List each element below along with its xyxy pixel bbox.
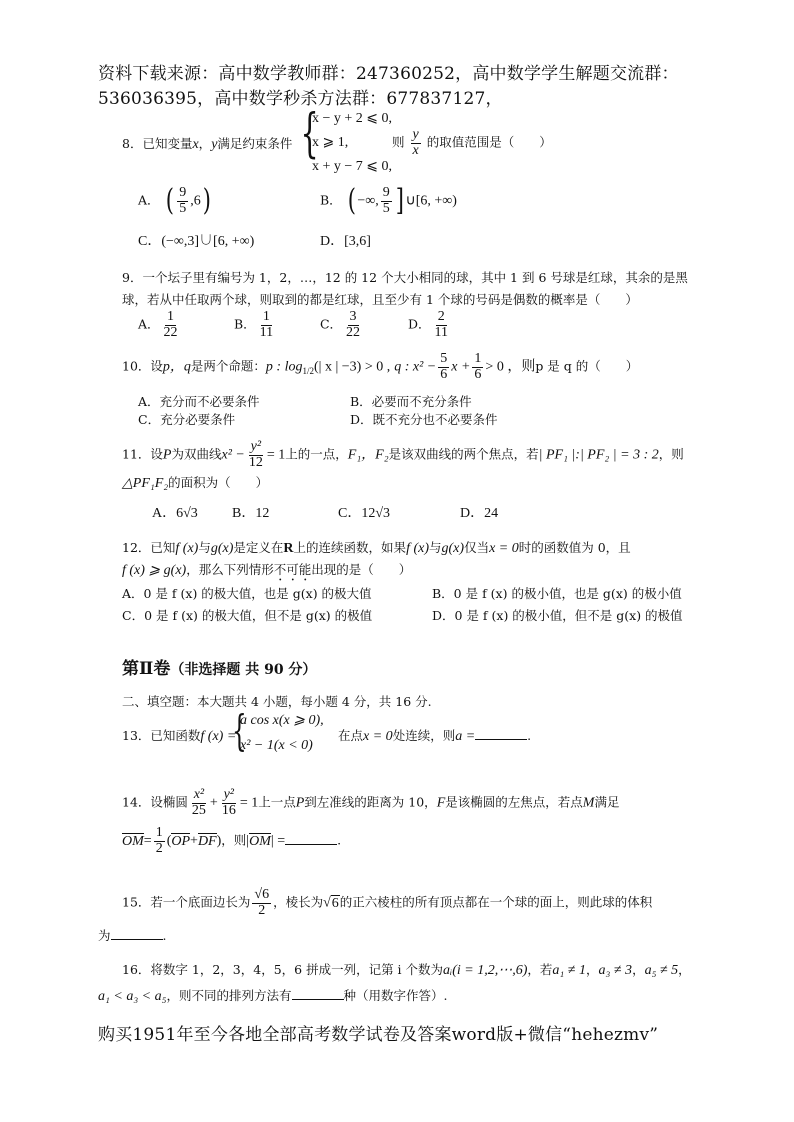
- q11-line-2-rest: 的面积为（ ）: [168, 475, 269, 490]
- q10-frac-1-den: 6: [440, 366, 448, 382]
- q9-opt-d-den: 11: [434, 324, 448, 340]
- q13-x0: x = 0: [363, 729, 393, 744]
- q10-option-a: A．充分而不必要条件: [138, 394, 260, 409]
- q10-option-d: D．既不充分也不必要条件: [350, 412, 498, 427]
- q8-fraction: [411, 128, 421, 158]
- q13-case-1: a cos x(x ⩾ 0),: [240, 713, 324, 728]
- q10-pq: p，q: [162, 359, 191, 375]
- q8-opt-a-den: 5: [179, 200, 187, 216]
- q8-var-y: y: [211, 137, 218, 152]
- banner-line-1: 资料下载来源：高中数学教师群：247360252，高中数学学生解题交流群：: [98, 64, 679, 84]
- q10-p-expr: p : log: [265, 359, 303, 375]
- q10-frac-2-den: 6: [474, 366, 482, 382]
- q12-l1-c: 是定义在: [233, 540, 284, 555]
- q8-opt-b-den: 5: [382, 200, 390, 216]
- q14-paren-r: ): [216, 833, 222, 849]
- q9-options: [138, 310, 452, 340]
- q9-option-b: [234, 310, 316, 340]
- q9-opt-b-frac: [258, 310, 275, 340]
- q11-eq: = 1: [266, 447, 286, 463]
- q8-brace: {: [300, 104, 319, 164]
- q11-x2: x² −: [221, 447, 245, 463]
- q9-option-d: [408, 310, 452, 340]
- q14-frac-1: [190, 788, 208, 818]
- q16-line-1: [122, 960, 691, 979]
- q16-comma-3: ，: [678, 962, 691, 977]
- q11-stem: [122, 440, 684, 470]
- q16-l1-b: ，若: [527, 962, 553, 977]
- q14-half-den: 2: [155, 840, 163, 856]
- q10-prefix: 10．设: [122, 358, 163, 374]
- q14-abs-l: |: [246, 833, 250, 849]
- q13-end: .: [527, 728, 532, 743]
- q10-q-rest: > 0 ，则: [485, 359, 536, 375]
- q11-f: F₁，F₂: [347, 447, 389, 463]
- q8-cond1: x − y + 2 ⩽ 0,: [312, 111, 393, 126]
- q16-line-2: [98, 986, 448, 1005]
- q8-frac-num: y: [412, 127, 419, 142]
- q12-fx-2: f (x): [406, 541, 429, 556]
- q9-opt-d-num: 2: [437, 309, 445, 324]
- q13-prefix-line: [122, 726, 236, 745]
- q16-seq: aᵢ(i = 1,2,⋯,6): [443, 963, 528, 978]
- q12-option-d: D．0 是 f (x) 的极小值，但不是 g(x) 的极值: [432, 608, 683, 623]
- q13-a: a =: [455, 729, 476, 744]
- q14-mid: 上一点: [258, 794, 296, 810]
- q9-opt-a-num: 1: [167, 309, 175, 324]
- q10-option-b: B．必要而不充分条件: [350, 394, 472, 409]
- q12-option-a: A．0 是 f (x) 的极大值，也是 g(x) 的极大值: [122, 586, 372, 601]
- q15-end: .: [162, 928, 167, 943]
- q15-line-1: [122, 888, 652, 918]
- q9-option-c: [320, 310, 404, 340]
- q12-l1-a: 12．已知: [122, 540, 176, 555]
- q15-sqrt6: 6: [331, 895, 339, 911]
- q8-stem: 8．已知变量x，y满足约束条件: [122, 136, 293, 152]
- q11-option-c: C．12√3: [338, 506, 391, 521]
- q12-l1-d: 上的连续函数，如果: [293, 540, 407, 555]
- q16-l1-a: 16．将数字 1，2，3，4，5，6 拼成一列，记第 i 个数为: [122, 962, 444, 977]
- q9-opt-c-den: 22: [346, 324, 361, 340]
- q11-frac-den: 12: [248, 454, 263, 470]
- q15-sqrt-sign: √: [323, 895, 331, 911]
- q14-frac-2: [220, 788, 238, 818]
- q16-c2: a₃ ≠ 3: [598, 963, 633, 978]
- q8-prefix: 8．已知变量: [122, 136, 193, 151]
- q8-opt-b-num: 9: [382, 185, 390, 200]
- q11-ratio: | PF₁ |:| PF₂ | = 3 : 2: [538, 447, 659, 463]
- q9-option-a: [138, 310, 230, 340]
- q13-case-2: x² − 1(x < 0): [240, 738, 313, 753]
- q12-option-b: B．0 是 f (x) 的极小值，也是 g(x) 的极小值: [432, 586, 682, 601]
- q8-opt-a-paren-r: ): [202, 183, 211, 219]
- q11-option-d: D．24: [460, 506, 499, 521]
- q14-abs-r: | =: [270, 833, 286, 849]
- q12-ineq: f (x) ⩾ g(x): [122, 563, 187, 578]
- q10-p-base: 1/2: [302, 366, 314, 377]
- q13-answer-blank[interactable]: [475, 727, 527, 740]
- q9-opt-c-frac: [344, 310, 362, 340]
- q15-frac-den: 2: [258, 902, 266, 918]
- q16-l2-a: ，则不同的排列方法有: [166, 988, 292, 1003]
- q16-l2-b: 种（用数字作答）.: [343, 988, 448, 1003]
- q8-opt-a-rest: ,6: [190, 193, 201, 209]
- q12-l1-b2: 与: [429, 540, 442, 555]
- banner-line-2: 536036395，高中数学秒杀方法群：677837127，: [98, 89, 503, 109]
- q9-line-1: 9．一个坛子里有编号为 1，2，…，12 的 12 个大小相同的球，其中 1 到 6 号球是红球，其余的是黑: [122, 270, 688, 285]
- q12-l1-b: 与: [198, 540, 211, 555]
- q9-opt-d-frac: [432, 310, 449, 340]
- q14-plus: +: [209, 795, 218, 811]
- q14-f: F: [436, 795, 446, 811]
- q14-p: P: [295, 795, 305, 811]
- q14-then: ，则: [221, 832, 247, 848]
- q14-vec-om-2: OM: [249, 833, 271, 849]
- q14-eq2: =: [143, 833, 152, 849]
- q10-q-tail: p 是 q 的（ ）: [535, 358, 639, 374]
- q16-answer-blank[interactable]: [292, 987, 344, 1000]
- q10-frac-2: [472, 352, 483, 382]
- q9-opt-a-frac: [162, 310, 180, 340]
- q15-mid: ，棱长为: [273, 894, 324, 910]
- q12-gx: g(x): [210, 541, 234, 556]
- q11-triangle: △PF₁F₂: [122, 476, 169, 491]
- q14-half: [154, 826, 165, 856]
- q9-opt-d-label: D．: [407, 316, 431, 332]
- q14-tail: 满足: [594, 794, 620, 810]
- q14-mid3: 是该椭圆的左焦点，若点: [445, 794, 583, 810]
- q13-brace: {: [232, 706, 247, 755]
- q15-prefix: 15．若一个底面边长为: [122, 894, 251, 910]
- q8-frac-den: x: [412, 142, 419, 158]
- q16-c1: a₁ ≠ 1: [552, 963, 586, 978]
- q8-option-c: C．(−∞,3]∪[6, +∞): [138, 234, 255, 249]
- fill-in-instructions: 二、填空题：本大题共 4 小题，每小题 4 分，共 16 分.: [122, 694, 432, 709]
- q11-prefix: 11．设: [122, 446, 163, 462]
- section-2-sub: （非选择题 共 90 分）: [170, 662, 317, 678]
- q11-mid1: 为双曲线: [171, 446, 222, 462]
- q8-opt-a-frac: [177, 186, 188, 216]
- q14-mid2: 到左准线的距离为 10，: [304, 794, 437, 810]
- q8-option-d: D．[3,6]: [320, 234, 371, 249]
- q8-then: 则: [392, 134, 405, 150]
- q10-mid: 是两个命题：: [190, 358, 266, 374]
- q14-line-1: [122, 788, 619, 818]
- q14-prefix: 14．设椭圆: [122, 794, 188, 810]
- q9-opt-b-label: B．: [233, 316, 256, 332]
- q11-frac: [247, 440, 265, 470]
- q10-option-c: C．充分必要条件: [138, 412, 236, 427]
- q12-line-2: [122, 560, 411, 584]
- q10-frac-1: [438, 352, 449, 382]
- q9-opt-c-num: 3: [349, 309, 357, 324]
- q12-emphasis: 不可能: [273, 562, 312, 577]
- q12-fx: f (x): [175, 541, 199, 556]
- q14-vec-op: OP: [171, 833, 191, 849]
- q10-stem: [122, 352, 638, 382]
- q8-opt-b-rest: ∪[6, +∞): [405, 193, 457, 209]
- q15-frac-num: √6: [254, 887, 270, 902]
- q11-p: P: [162, 447, 172, 463]
- q11-option-a: A．6√3: [152, 506, 198, 521]
- section-2-title: 第Ⅱ卷: [122, 659, 171, 679]
- q16-comma-2: ，: [632, 962, 645, 977]
- q14-frac-1-num: x²: [193, 787, 205, 802]
- q13-mid: 在点: [338, 728, 364, 743]
- q12-l1-f: 时的函数值为 0，且: [518, 540, 631, 555]
- q12-gx-2: g(x): [441, 541, 465, 556]
- q9-opt-a-den: 22: [163, 324, 178, 340]
- q14-line-2: [122, 826, 341, 856]
- q16-comma-1: ，: [585, 962, 599, 977]
- q14-half-num: 1: [155, 825, 163, 840]
- q15-frac: [252, 888, 271, 918]
- q12-l2-b: 出现的是（ ）: [311, 562, 412, 577]
- q12-line-1: [122, 538, 631, 557]
- footer-text: 购买1951年至今各地全部高考数学试卷及答案word版+微信“hehezmv”: [98, 1025, 659, 1045]
- q10-q-expr: q : x² −: [394, 359, 437, 375]
- q8-cond2: x ⩾ 1,: [312, 135, 349, 150]
- q11-mid3: 是该双曲线的两个焦点，若: [388, 446, 539, 462]
- q10-p-rest: (| x | −3) > 0 ,: [314, 359, 391, 375]
- q13-prefix: 13．已知函数: [122, 728, 201, 743]
- q15-answer-blank[interactable]: [111, 927, 163, 940]
- q11-frac-num: y²: [250, 439, 262, 454]
- q11-line-2: [122, 473, 268, 492]
- section-2-heading: [122, 654, 316, 679]
- q9-opt-c-label: C．: [319, 316, 343, 332]
- q8-option-a: [138, 183, 212, 219]
- q11-tail: ，则: [658, 446, 684, 462]
- q10-frac-2-num: 1: [474, 351, 482, 366]
- q8-suffix: 的取值范围是（ ）: [426, 134, 552, 150]
- q13-fx: f (x) =: [200, 729, 237, 744]
- q14-vec-om: OM: [122, 833, 144, 849]
- q14-frac-2-num: y²: [223, 787, 235, 802]
- q13-tail: [338, 726, 531, 745]
- q14-eq: = 1: [239, 795, 259, 811]
- q15-line-2-text: 为: [98, 928, 111, 943]
- q10-frac-1-num: 5: [440, 351, 448, 366]
- q14-frac-2-den: 16: [221, 802, 236, 818]
- q14-end: .: [337, 832, 342, 848]
- q11-option-b: B．12: [232, 506, 270, 521]
- q9-opt-b-den: 11: [259, 324, 274, 340]
- q8-opt-b-paren-l: (: [347, 183, 356, 219]
- q14-vec-df: DF: [197, 833, 217, 849]
- q8-cond3: x + y − 7 ⩽ 0,: [312, 159, 393, 174]
- q9-opt-a-label: A．: [138, 316, 160, 332]
- q12-r: R: [283, 541, 294, 556]
- q8-option-b: [320, 183, 457, 219]
- q15-tail: 的正六棱柱的所有顶点都在一个球的面上，则此球的体积: [339, 894, 653, 910]
- q8-tail: [392, 128, 552, 158]
- q8-opt-b-frac: [381, 186, 392, 216]
- q13-tail-text: 处连续，则: [392, 728, 456, 743]
- q8-vars: x: [192, 137, 199, 152]
- q8-mid: 满足约束条件: [217, 136, 293, 151]
- q14-paren-l: (: [166, 833, 172, 849]
- q8-opt-b-paren-r: ]: [395, 183, 404, 219]
- q14-frac-1-den: 25: [191, 802, 206, 818]
- q11-mid2: 上的一点，: [285, 446, 348, 462]
- q8-opt-a-num: 9: [179, 185, 187, 200]
- q12-option-c: C．0 是 f (x) 的极大值，但不是 g(x) 的极值: [122, 608, 373, 623]
- q8-opt-a-paren-l: (: [165, 183, 174, 219]
- q16-ineq: a₁ < a₃ < a₅: [98, 989, 167, 1004]
- q12-l2-a: ，那么下列情形: [186, 562, 274, 577]
- q8-opt-b-left: −∞,: [357, 193, 379, 209]
- q12-x0: x = 0: [489, 541, 519, 556]
- q14-m: M: [582, 795, 595, 811]
- q9-opt-b-num: 1: [262, 309, 270, 324]
- q10-q-x: x +: [451, 359, 471, 375]
- q16-c3: a₅ ≠ 5: [644, 963, 679, 978]
- q15-line-2: [98, 926, 167, 944]
- q14-plus2: +: [190, 833, 198, 849]
- q12-l1-e: 仅当: [464, 540, 490, 555]
- q8-opt-b-label: B．: [320, 192, 342, 208]
- q9-line-2: 球，若从中任取两个球，则取到的都是红球，且至少有 1 个球的号码是偶数的概率是（ ）: [122, 292, 638, 307]
- q8-opt-a-label: A．: [138, 192, 160, 208]
- q14-answer-blank[interactable]: [285, 832, 337, 845]
